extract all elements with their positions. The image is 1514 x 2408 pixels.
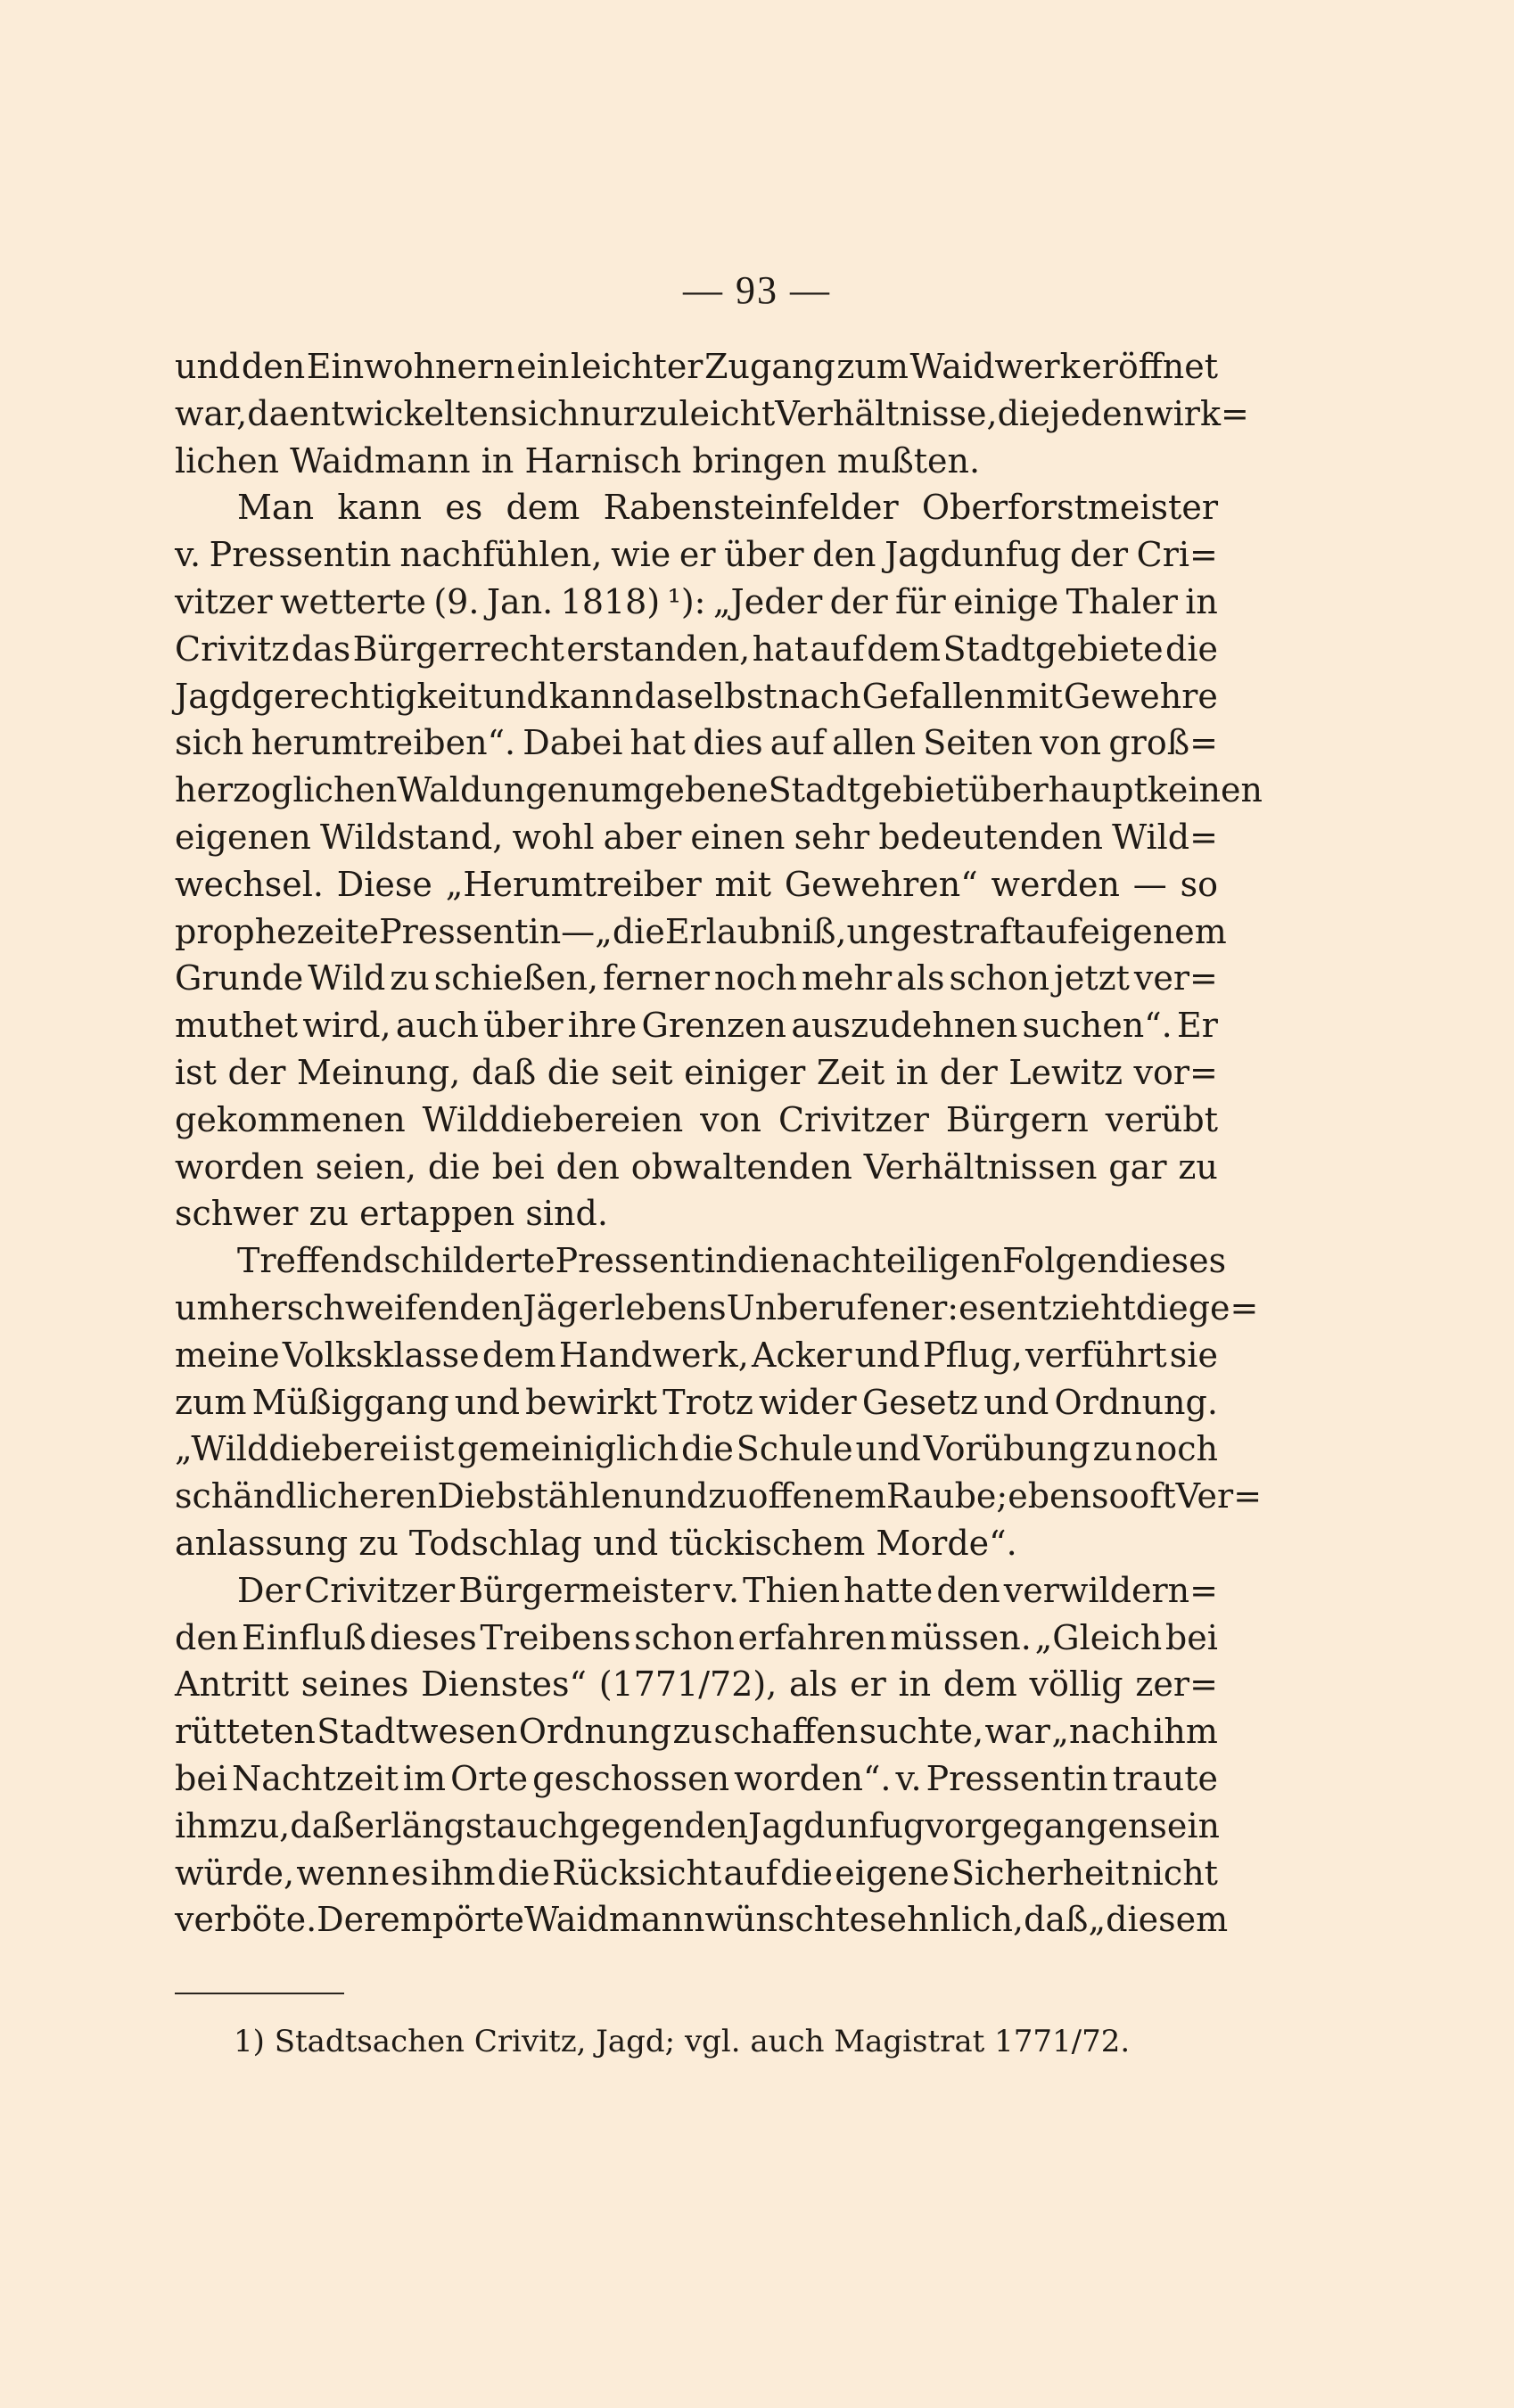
- text-line: Jagdgerechtigkeit und kann daselbst nach Gefallen mit Gewehre: [175, 676, 1218, 716]
- text-line: v. Pressentin nachfühlen, wie er über den Jagdunfug der Cri=: [175, 535, 1218, 575]
- body-text: [175, 343, 1263, 1944]
- text-line: eigenen Wildstand, wohl aber einen sehr bedeutenden Wild=: [175, 817, 1218, 857]
- text-line: verböte. Der empörte Waidmann wünschte sehnlich, daß „diesem: [175, 1900, 1229, 1940]
- text-line: Grunde Wild zu schießen, ferner noch mehr als schon jetzt ver=: [175, 958, 1218, 999]
- text-line: umherschweifenden Jägerlebens Unberufener: es entzieht die ge=: [175, 1287, 1259, 1327]
- text-line: ist der Meinung, daß die seit einiger Zeit in der Lewitz vor=: [175, 1052, 1218, 1092]
- text-line: worden seien, die bei den obwaltenden Verhältnissen gar zu: [175, 1146, 1218, 1187]
- text-line: Crivitz das Bürgerrecht erstanden, hat auf dem Stadtgebiete die: [175, 629, 1218, 669]
- text-line: prophezeite Pressentin — „die Erlaubniß, ungestraft auf eigenem: [175, 911, 1227, 951]
- text-line: den Einfluß dieses Treibens schon erfahren müssen. „Gleich bei: [175, 1617, 1218, 1657]
- text-line: schändlicheren Diebstählen und zu offenem Raube; ebenso oft Ver=: [175, 1476, 1263, 1516]
- text-line: meine Volksklasse dem Handwerk, Acker und Pflug, verführt sie: [175, 1335, 1218, 1375]
- text-line: zum Müßiggang und bewirkt Trotz wider Gesetz und Ordnung.: [175, 1382, 1218, 1422]
- text-line: lichen Waidmann in Harnisch bringen mußten.: [175, 440, 981, 481]
- text-line: muthet wird, auch über ihre Grenzen auszudehnen suchen“. Er: [175, 1006, 1218, 1046]
- text-line: gekommenen Wilddiebereien von Crivitzer Bürgern verübt: [175, 1099, 1218, 1139]
- text-line: war, da entwickelten sich nur zu leicht Verhältnisse, die jeden wirk=: [175, 393, 1249, 433]
- text-line: „Wilddieberei ist gemeiniglich die Schule und Vorübung zu noch: [175, 1429, 1218, 1469]
- text-line: Der Crivitzer Bürgermeister v. Thien hatte den verwildern=: [237, 1570, 1218, 1610]
- text-line: bei Nachtzeit im Orte geschossen worden“. v. Pressentin traute: [175, 1758, 1218, 1798]
- page-number: — 93 —: [683, 268, 831, 312]
- text-line: anlassung zu Todschlag und tückischem Morde“.: [175, 1523, 1017, 1563]
- text-line: Antritt seines Dienstes“ (1771/72), als er in dem völlig zer=: [175, 1664, 1218, 1705]
- text-line: würde, wenn es ihm die Rücksicht auf die eigene Sicherheit nicht: [175, 1853, 1218, 1893]
- text-line: vitzer wetterte (9. Jan. 1818) ¹): „Jeder der für einige Thaler in: [175, 581, 1218, 621]
- text-line: ihm zu, daß er längst auch gegen den Jagdunfug vorgegangen sein: [175, 1805, 1221, 1845]
- footnote-divider: [175, 1993, 344, 1994]
- text-line: Treffend schilderte Pressentin die nachteiligen Folgen dieses: [237, 1241, 1227, 1281]
- text-line: und den Einwohnern ein leichter Zugang zum Waidwerk eröffnet: [175, 347, 1218, 386]
- text-line: schwer zu ertappen sind.: [175, 1194, 608, 1234]
- text-line: Man kann es dem Rabensteinfelder Oberforstmeister: [237, 488, 1218, 528]
- footnote: 1) Stadtsachen Crivitz, Jagd; vgl. auch Magistrat 1771/72.: [234, 2024, 1131, 2059]
- text-line: rütteten Stadtwesen Ordnung zu schaffen suchte, war „nach ihm: [175, 1712, 1218, 1752]
- text-line: wechsel. Diese „Herumtreiber mit Gewehren“ werden — so: [175, 864, 1218, 904]
- text-line: sich herumtreiben“. Dabei hat dies auf allen Seiten von groß=: [175, 723, 1218, 763]
- text-line: herzoglichen Waldungen umgebene Stadtgebiet überhaupt keinen: [175, 770, 1263, 810]
